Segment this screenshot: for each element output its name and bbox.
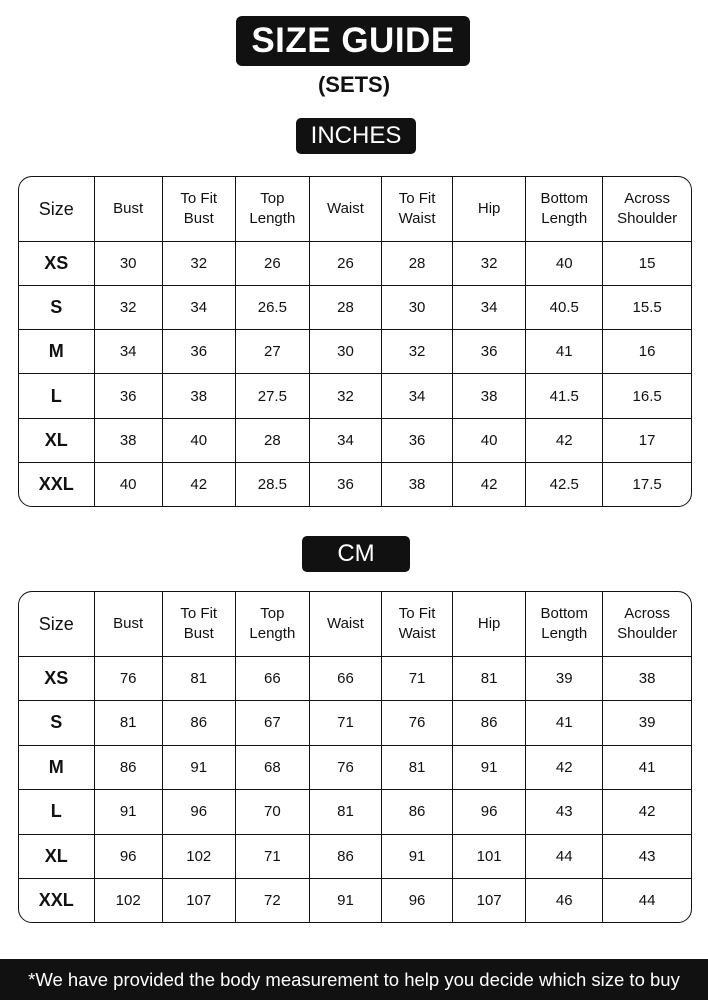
measurement-cell: 71 <box>382 656 453 701</box>
size-label-cell: M <box>19 745 94 790</box>
column-header <box>235 177 309 241</box>
measurement-cell: 34 <box>453 285 526 329</box>
column-header <box>309 592 381 656</box>
table-row <box>19 463 691 506</box>
measurement-cell: 30 <box>309 330 381 374</box>
column-header-line: Top <box>260 189 285 207</box>
measurement-cell: 44 <box>526 834 603 879</box>
measurement-cell: 76 <box>309 745 381 790</box>
size-label-cell: XXL <box>19 463 94 506</box>
table-row <box>19 701 691 746</box>
measurement-cell: 86 <box>382 790 453 835</box>
column-header-line: Hip <box>477 614 501 632</box>
measurement-cell: 15 <box>603 241 691 285</box>
size-label-cell: XL <box>19 834 94 879</box>
column-header <box>19 177 94 241</box>
column-header <box>162 177 235 241</box>
measurement-cell: 86 <box>162 701 235 746</box>
column-header-line: Length <box>541 624 588 642</box>
measurement-cell: 27.5 <box>235 374 309 418</box>
measurement-cell: 96 <box>162 790 235 835</box>
size-label-cell: S <box>19 701 94 746</box>
table-row <box>19 418 691 462</box>
column-header-line: To Fit <box>398 604 436 622</box>
measurement-cell: 30 <box>94 241 162 285</box>
column-header-line: Bust <box>183 624 214 642</box>
measurement-cell: 36 <box>162 330 235 374</box>
table-header-row <box>19 177 691 241</box>
column-header <box>235 592 309 656</box>
measurement-cell: 40 <box>162 418 235 462</box>
measurement-cell: 41 <box>526 330 603 374</box>
measurement-cell: 107 <box>453 879 526 923</box>
column-header <box>94 177 162 241</box>
column-header <box>603 592 691 656</box>
measurement-cell: 41 <box>603 745 691 790</box>
column-header-line: Across <box>624 604 671 622</box>
measurement-cell: 27 <box>235 330 309 374</box>
table-row <box>19 879 691 923</box>
measurement-cell: 38 <box>453 374 526 418</box>
inches-size-table <box>18 176 692 507</box>
measurement-cell: 67 <box>235 701 309 746</box>
measurement-cell: 28 <box>309 285 381 329</box>
size-label-cell: XXL <box>19 879 94 923</box>
cm-size-table <box>18 591 692 923</box>
measurement-cell: 42 <box>526 418 603 462</box>
column-header-line: Waist <box>398 624 436 642</box>
measurement-cell: 81 <box>162 656 235 701</box>
measurement-cell: 16 <box>603 330 691 374</box>
measurement-cell: 32 <box>453 241 526 285</box>
measurement-cell: 28.5 <box>235 463 309 506</box>
measurement-cell: 32 <box>94 285 162 329</box>
measurement-cell: 15.5 <box>603 285 691 329</box>
measurement-cell: 76 <box>94 656 162 701</box>
size-label-cell: L <box>19 790 94 835</box>
measurement-cell: 102 <box>94 879 162 923</box>
measurement-cell: 16.5 <box>603 374 691 418</box>
measurement-cell: 96 <box>382 879 453 923</box>
measurement-cell: 26 <box>235 241 309 285</box>
inches-section-label: INCHES <box>296 118 416 154</box>
column-header-line: Top <box>260 604 285 622</box>
table-row <box>19 330 691 374</box>
column-header-line: To Fit <box>180 189 218 207</box>
column-header-line: Bust <box>183 209 214 227</box>
table-row <box>19 834 691 879</box>
measurement-cell: 91 <box>162 745 235 790</box>
footer-note: *We have provided the body measurement to help you decide which size to buy <box>0 959 708 1000</box>
column-header-line: To Fit <box>398 189 436 207</box>
column-header <box>453 177 526 241</box>
column-header-line: Bottom <box>540 189 588 207</box>
table-row <box>19 241 691 285</box>
measurement-cell: 38 <box>94 418 162 462</box>
measurement-cell: 34 <box>94 330 162 374</box>
measurement-cell: 86 <box>94 745 162 790</box>
measurement-cell: 43 <box>526 790 603 835</box>
measurement-cell: 81 <box>94 701 162 746</box>
column-header-line: Waist <box>398 209 436 227</box>
measurement-cell: 91 <box>453 745 526 790</box>
column-header-line: Length <box>249 624 296 642</box>
column-header-line: Bottom <box>540 604 588 622</box>
table-row <box>19 285 691 329</box>
measurement-cell: 28 <box>235 418 309 462</box>
measurement-cell: 28 <box>382 241 453 285</box>
measurement-cell: 38 <box>162 374 235 418</box>
measurement-cell: 91 <box>309 879 381 923</box>
size-label-cell: XS <box>19 241 94 285</box>
measurement-cell: 71 <box>235 834 309 879</box>
measurement-cell: 81 <box>382 745 453 790</box>
measurement-cell: 41.5 <box>526 374 603 418</box>
measurement-cell: 38 <box>382 463 453 506</box>
column-header-line: Shoulder <box>617 209 678 227</box>
table-header-row <box>19 592 691 656</box>
size-label-cell: XL <box>19 418 94 462</box>
page-title: SIZE GUIDE <box>236 16 470 66</box>
measurement-cell: 40 <box>94 463 162 506</box>
measurement-cell: 81 <box>309 790 381 835</box>
column-header-line: Hip <box>477 199 501 217</box>
measurement-cell: 68 <box>235 745 309 790</box>
measurement-cell: 81 <box>453 656 526 701</box>
column-header-line: Length <box>541 209 588 227</box>
measurement-cell: 42 <box>453 463 526 506</box>
measurement-cell: 40.5 <box>526 285 603 329</box>
column-header <box>309 177 381 241</box>
measurement-cell: 36 <box>309 463 381 506</box>
column-header-line: Size <box>38 198 74 219</box>
measurement-cell: 86 <box>453 701 526 746</box>
table-row <box>19 656 691 701</box>
column-header <box>453 592 526 656</box>
measurement-cell: 42 <box>603 790 691 835</box>
column-header <box>94 592 162 656</box>
size-label-cell: L <box>19 374 94 418</box>
column-header-line: Shoulder <box>617 624 678 642</box>
measurement-cell: 86 <box>309 834 381 879</box>
measurement-cell: 44 <box>638 892 656 909</box>
measurement-cell: 36 <box>382 418 453 462</box>
measurement-cell: 102 <box>162 834 235 879</box>
measurement-cell: 40 <box>526 241 603 285</box>
measurement-cell: 91 <box>94 790 162 835</box>
column-header-line: Size <box>38 613 74 634</box>
column-header-line: Waist <box>326 199 364 217</box>
measurement-cell: 76 <box>382 701 453 746</box>
measurement-cell: 71 <box>309 701 381 746</box>
size-label-cell: M <box>19 330 94 374</box>
measurement-cell: 17.5 <box>632 476 662 494</box>
measurement-cell: 17 <box>603 418 691 462</box>
measurement-cell: 38 <box>603 656 691 701</box>
column-header-line: Bust <box>113 199 144 217</box>
measurement-cell: 101 <box>453 834 526 879</box>
measurement-cell: 32 <box>382 330 453 374</box>
column-header-line: Bust <box>113 614 144 632</box>
measurement-cell: 42.5 <box>526 463 603 506</box>
column-header-line: To Fit <box>180 604 218 622</box>
cm-section-label: CM <box>302 536 410 572</box>
measurement-cell: 41 <box>526 701 603 746</box>
size-label-cell: S <box>19 285 94 329</box>
column-header <box>603 177 691 241</box>
measurement-cell: 34 <box>309 418 381 462</box>
measurement-cell: 39 <box>603 701 691 746</box>
table-row <box>19 790 691 835</box>
column-header-line: Across <box>624 189 671 207</box>
measurement-cell: 66 <box>309 656 381 701</box>
table-row <box>19 745 691 790</box>
measurement-cell: 107 <box>162 879 235 923</box>
measurement-cell: 43 <box>603 834 691 879</box>
measurement-cell: 96 <box>94 834 162 879</box>
column-header <box>382 592 453 656</box>
measurement-cell: 26.5 <box>235 285 309 329</box>
measurement-cell: 42 <box>526 745 603 790</box>
measurement-cell: 36 <box>94 374 162 418</box>
column-header <box>526 177 603 241</box>
column-header-line: Waist <box>326 614 364 632</box>
measurement-cell: 36 <box>453 330 526 374</box>
measurement-cell: 32 <box>162 241 235 285</box>
measurement-cell: 40 <box>453 418 526 462</box>
size-label-cell: XS <box>19 656 94 701</box>
measurement-cell: 42 <box>162 463 235 506</box>
measurement-cell: 70 <box>235 790 309 835</box>
measurement-cell: 91 <box>382 834 453 879</box>
measurement-cell: 30 <box>382 285 453 329</box>
measurement-cell: 34 <box>382 374 453 418</box>
measurement-cell: 32 <box>309 374 381 418</box>
column-header-line: Length <box>249 209 296 227</box>
column-header <box>162 592 235 656</box>
measurement-cell: 26 <box>309 241 381 285</box>
measurement-cell: 72 <box>235 879 309 923</box>
page-subtitle: (SETS) <box>317 72 391 97</box>
column-header <box>382 177 453 241</box>
column-header <box>19 592 94 656</box>
measurement-cell: 66 <box>235 656 309 701</box>
measurement-cell: 39 <box>526 656 603 701</box>
table-row <box>19 374 691 418</box>
measurement-cell: 34 <box>162 285 235 329</box>
column-header <box>526 592 603 656</box>
measurement-cell: 96 <box>453 790 526 835</box>
measurement-cell: 46 <box>526 879 603 923</box>
